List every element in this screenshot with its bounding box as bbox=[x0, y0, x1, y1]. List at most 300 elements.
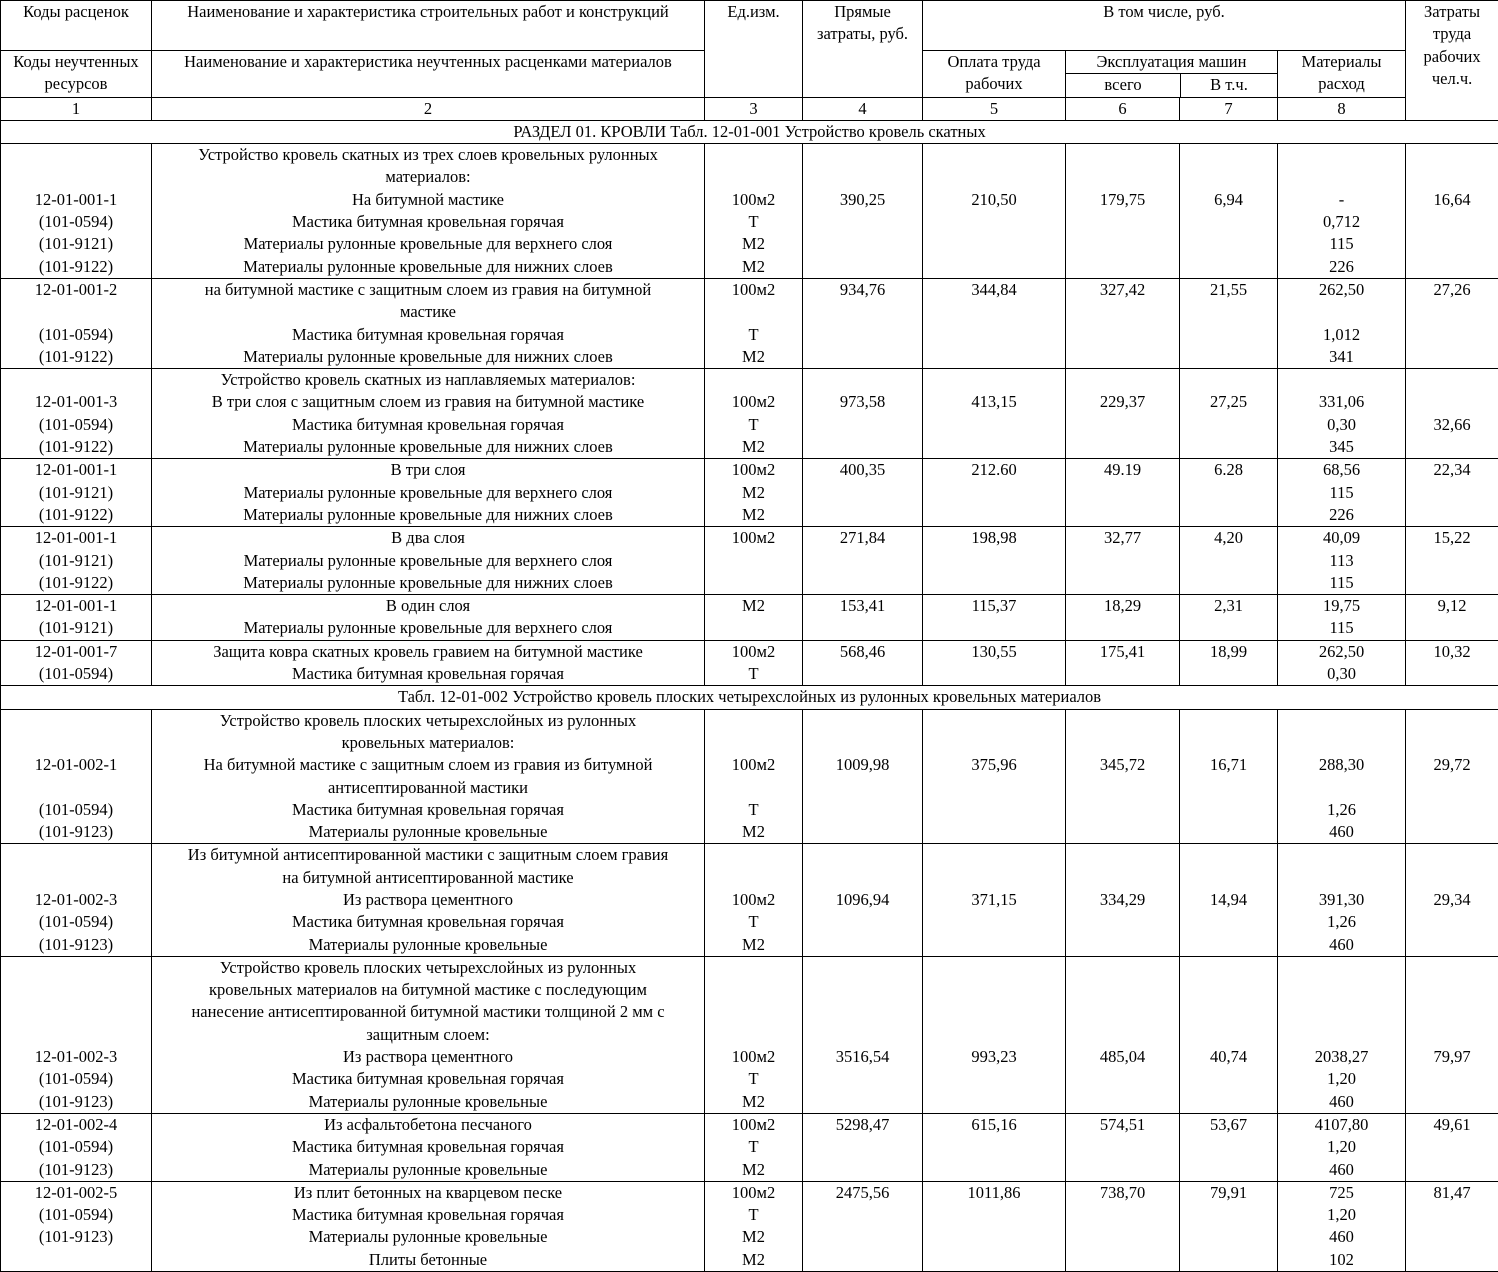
cell-line bbox=[1066, 346, 1179, 368]
cell-line: Из асфальтобетона песчаного bbox=[152, 1114, 704, 1136]
cell-line: (101-9121) bbox=[1, 233, 151, 255]
cell-line: 100м2 bbox=[705, 527, 802, 549]
cell-line: М2 bbox=[705, 595, 802, 617]
cell-line: 49,61 bbox=[1406, 1114, 1498, 1136]
cell-line bbox=[923, 979, 1065, 1001]
cell-line bbox=[923, 436, 1065, 458]
table-cell-col-1 bbox=[1, 595, 152, 641]
cell-line: 12-01-001-1 bbox=[1, 595, 151, 617]
cell-line bbox=[1066, 504, 1179, 526]
table-cell-col-2 bbox=[152, 144, 705, 279]
cell-line: 6.28 bbox=[1180, 459, 1277, 481]
table-cell-col-8 bbox=[1278, 369, 1406, 459]
cell-line bbox=[803, 777, 922, 799]
cell-line: 32,77 bbox=[1066, 527, 1179, 549]
table-cell-col-9 bbox=[1406, 844, 1498, 956]
table-cell-col-7 bbox=[1180, 595, 1278, 641]
cell-line: 198,98 bbox=[923, 527, 1065, 549]
section-row bbox=[1, 686, 1498, 709]
header-labor-cost: Оплата труда рабочих bbox=[923, 51, 1066, 98]
cell-line: Плиты бетонные bbox=[152, 1249, 704, 1271]
table-cell-col-8 bbox=[1278, 1181, 1406, 1271]
cell-line bbox=[803, 1159, 922, 1181]
table-row bbox=[1, 956, 1498, 1113]
cell-line: 68,56 bbox=[1278, 459, 1405, 481]
cell-line bbox=[803, 1226, 922, 1248]
cell-line: М2 bbox=[705, 233, 802, 255]
cell-line bbox=[803, 799, 922, 821]
cell-line: 115 bbox=[1278, 233, 1405, 255]
cell-line bbox=[803, 663, 922, 685]
cell-line bbox=[1066, 1159, 1179, 1181]
table-cell-col-5 bbox=[923, 278, 1066, 368]
table-row bbox=[1, 527, 1498, 595]
cell-line: Материалы рулонные кровельные bbox=[152, 821, 704, 843]
column-number-3: 3 bbox=[705, 97, 803, 120]
table-row bbox=[1, 1113, 1498, 1181]
cell-line bbox=[1406, 391, 1498, 413]
cell-line bbox=[1406, 1249, 1498, 1271]
cell-line bbox=[1278, 166, 1405, 188]
cell-line: 1,20 bbox=[1278, 1204, 1405, 1226]
cell-line bbox=[803, 1001, 922, 1023]
column-numbers-row bbox=[1, 97, 1498, 120]
cell-line: Т bbox=[705, 1068, 802, 1090]
cell-line: Материалы рулонные кровельные для верхнего слоя bbox=[152, 482, 704, 504]
cell-line bbox=[1, 1024, 151, 1046]
cell-line bbox=[803, 144, 922, 166]
cell-line bbox=[1066, 1204, 1179, 1226]
cell-line: кровельных материалов: bbox=[152, 732, 704, 754]
cell-line: 400,35 bbox=[803, 459, 922, 481]
cell-line bbox=[923, 1159, 1065, 1181]
cell-line: 21,55 bbox=[1180, 279, 1277, 301]
cell-line: 102 bbox=[1278, 1249, 1405, 1271]
header-resource-name: Наименование и характеристика неучтенных расценками материалов bbox=[152, 51, 705, 98]
cell-line bbox=[923, 504, 1065, 526]
table-cell-col-9 bbox=[1406, 459, 1498, 527]
cell-line: 334,29 bbox=[1066, 889, 1179, 911]
table-cell-col-5 bbox=[923, 459, 1066, 527]
cell-line bbox=[1406, 346, 1498, 368]
cell-line: 2475,56 bbox=[803, 1182, 922, 1204]
cell-line: (101-9123) bbox=[1, 821, 151, 843]
cell-line bbox=[1066, 482, 1179, 504]
cell-line: 153,41 bbox=[803, 595, 922, 617]
cell-line bbox=[803, 979, 922, 1001]
cell-line: (101-0594) bbox=[1, 1068, 151, 1090]
cell-line: 345 bbox=[1278, 436, 1405, 458]
cell-line bbox=[1406, 957, 1498, 979]
cell-line bbox=[1066, 821, 1179, 843]
cell-line: 212.60 bbox=[923, 459, 1065, 481]
cell-line bbox=[1406, 867, 1498, 889]
cell-line: 100м2 bbox=[705, 641, 802, 663]
cell-line: М2 bbox=[705, 821, 802, 843]
table-cell-col-7 bbox=[1180, 459, 1278, 527]
cell-line bbox=[1406, 1068, 1498, 1090]
table-cell-col-6 bbox=[1066, 1181, 1180, 1271]
cell-line bbox=[705, 1024, 802, 1046]
cell-line bbox=[1066, 979, 1179, 1001]
column-number-1: 1 bbox=[1, 97, 152, 120]
cell-line: 460 bbox=[1278, 1091, 1405, 1113]
cell-line: 3516,54 bbox=[803, 1046, 922, 1068]
cell-line bbox=[923, 663, 1065, 685]
cell-line bbox=[1278, 867, 1405, 889]
cell-line bbox=[923, 934, 1065, 956]
cell-line: На битумной мастике bbox=[152, 189, 704, 211]
cell-line bbox=[1066, 867, 1179, 889]
cell-line bbox=[1066, 934, 1179, 956]
cell-line bbox=[803, 821, 922, 843]
cell-line bbox=[1180, 979, 1277, 1001]
table-cell-col-2 bbox=[152, 640, 705, 686]
cell-line bbox=[923, 301, 1065, 323]
cell-line: 113 bbox=[1278, 550, 1405, 572]
cell-line bbox=[1406, 617, 1498, 639]
cell-line bbox=[923, 799, 1065, 821]
column-number-8: 8 bbox=[1278, 97, 1406, 120]
cell-line bbox=[705, 166, 802, 188]
cell-line bbox=[1066, 166, 1179, 188]
cell-line: 40,09 bbox=[1278, 527, 1405, 549]
cell-line bbox=[803, 482, 922, 504]
cell-line bbox=[1, 710, 151, 732]
table-cell-col-8 bbox=[1278, 844, 1406, 956]
table-cell-col-5 bbox=[923, 595, 1066, 641]
cell-line: 12-01-001-1 bbox=[1, 459, 151, 481]
table-cell-col-3 bbox=[705, 369, 803, 459]
cell-line bbox=[1066, 324, 1179, 346]
cell-line: 12-01-002-5 bbox=[1, 1182, 151, 1204]
cell-line bbox=[1278, 979, 1405, 1001]
cell-line bbox=[1406, 732, 1498, 754]
cell-line: Из битумной антисептированной мастики с защитным слоем гравия bbox=[152, 844, 704, 866]
cell-line: Мастика битумная кровельная горячая bbox=[152, 1068, 704, 1090]
table-cell-col-2 bbox=[152, 595, 705, 641]
table-cell-col-6 bbox=[1066, 527, 1180, 595]
column-number-7: 7 bbox=[1180, 97, 1278, 120]
cell-line: 100м2 bbox=[705, 754, 802, 776]
cell-line bbox=[1406, 844, 1498, 866]
cell-line: 100м2 bbox=[705, 1182, 802, 1204]
cell-line bbox=[923, 324, 1065, 346]
cell-line: В три слоя с защитным слоем из гравия на битумной мастике bbox=[152, 391, 704, 413]
cell-line: 100м2 bbox=[705, 1114, 802, 1136]
cell-line: кровельных материалов на битумной мастике с последующим bbox=[152, 979, 704, 1001]
cell-line bbox=[1066, 911, 1179, 933]
table-cell-col-8 bbox=[1278, 144, 1406, 279]
cell-line: Мастика битумная кровельная горячая bbox=[152, 1136, 704, 1158]
table-cell-col-5 bbox=[923, 844, 1066, 956]
cell-line: 19,75 bbox=[1278, 595, 1405, 617]
cell-line bbox=[705, 957, 802, 979]
cell-line bbox=[923, 957, 1065, 979]
cell-line bbox=[1278, 144, 1405, 166]
table-cell-col-3 bbox=[705, 595, 803, 641]
cell-line: (101-0594) bbox=[1, 663, 151, 685]
cell-line: Защита ковра скатных кровель гравием на битумной мастике bbox=[152, 641, 704, 663]
cell-line: 100м2 bbox=[705, 459, 802, 481]
cell-line bbox=[803, 911, 922, 933]
table-cell-col-3 bbox=[705, 956, 803, 1113]
cell-line: Мастика битумная кровельная горячая bbox=[152, 1204, 704, 1226]
section-row bbox=[1, 120, 1498, 143]
table-cell-col-4 bbox=[803, 640, 923, 686]
cell-line bbox=[1180, 1068, 1277, 1090]
cell-line bbox=[803, 572, 922, 594]
cell-line: 345,72 bbox=[1066, 754, 1179, 776]
cell-line bbox=[923, 1068, 1065, 1090]
cell-line bbox=[1066, 710, 1179, 732]
cell-line bbox=[1406, 979, 1498, 1001]
cell-line bbox=[1180, 663, 1277, 685]
cell-line: 993,23 bbox=[923, 1046, 1065, 1068]
cell-line: 262,50 bbox=[1278, 641, 1405, 663]
cell-line bbox=[1180, 346, 1277, 368]
cell-line bbox=[923, 550, 1065, 572]
cell-line bbox=[803, 211, 922, 233]
cell-line: Мастика битумная кровельная горячая bbox=[152, 211, 704, 233]
cell-line: 100м2 bbox=[705, 889, 802, 911]
table-cell-col-5 bbox=[923, 1113, 1066, 1181]
table-cell-col-9 bbox=[1406, 640, 1498, 686]
cell-line: 14,94 bbox=[1180, 889, 1277, 911]
table-cell-col-2 bbox=[152, 459, 705, 527]
table-cell-col-4 bbox=[803, 595, 923, 641]
cell-line: Устройство кровель скатных из трех слоев кровельных рулонных bbox=[152, 144, 704, 166]
cell-line bbox=[803, 934, 922, 956]
cell-line: (101-9121) bbox=[1, 482, 151, 504]
cell-line: 375,96 bbox=[923, 754, 1065, 776]
table-cell-col-5 bbox=[923, 527, 1066, 595]
cell-line bbox=[705, 144, 802, 166]
cell-line bbox=[923, 821, 1065, 843]
cell-line bbox=[923, 572, 1065, 594]
cell-line: 12-01-002-1 bbox=[1, 754, 151, 776]
cell-line: Материалы рулонные кровельные bbox=[152, 1091, 704, 1113]
cell-line bbox=[1406, 1204, 1498, 1226]
table-cell-col-4 bbox=[803, 709, 923, 844]
cell-line: (101-9123) bbox=[1, 1159, 151, 1181]
cell-line bbox=[1066, 732, 1179, 754]
table-cell-col-2 bbox=[152, 709, 705, 844]
column-number-6: 6 bbox=[1066, 97, 1180, 120]
cell-line: 1,20 bbox=[1278, 1068, 1405, 1090]
cell-line: (101-9122) bbox=[1, 572, 151, 594]
cell-line: 29,72 bbox=[1406, 754, 1498, 776]
cell-line: (101-0594) bbox=[1, 1136, 151, 1158]
table-cell-col-3 bbox=[705, 144, 803, 279]
cell-line bbox=[923, 732, 1065, 754]
header-machines: Эксплуатация машин всего В т.ч. bbox=[1066, 51, 1278, 98]
cell-line: 934,76 bbox=[803, 279, 922, 301]
cell-line bbox=[1278, 732, 1405, 754]
table-row bbox=[1, 595, 1498, 641]
cell-line bbox=[1, 979, 151, 1001]
column-number-5: 5 bbox=[923, 97, 1066, 120]
cell-line bbox=[1066, 369, 1179, 391]
table-cell-col-4 bbox=[803, 1181, 923, 1271]
cell-line bbox=[1180, 504, 1277, 526]
cell-line: 10,32 bbox=[1406, 641, 1498, 663]
cell-line bbox=[923, 617, 1065, 639]
cell-line: (101-9122) bbox=[1, 436, 151, 458]
cell-line bbox=[1180, 799, 1277, 821]
cell-line bbox=[1406, 550, 1498, 572]
cell-line: 15,22 bbox=[1406, 527, 1498, 549]
cell-line bbox=[923, 369, 1065, 391]
cell-line bbox=[1406, 1136, 1498, 1158]
cell-line bbox=[923, 144, 1065, 166]
cell-line bbox=[1180, 844, 1277, 866]
cell-line bbox=[923, 1024, 1065, 1046]
cell-line: 49.19 bbox=[1066, 459, 1179, 481]
cell-line bbox=[1066, 144, 1179, 166]
table-cell-col-6 bbox=[1066, 144, 1180, 279]
table-row bbox=[1, 459, 1498, 527]
cell-line: Материалы рулонные кровельные для нижних слоев bbox=[152, 346, 704, 368]
header-labor: Затраты труда рабочих чел.ч. bbox=[1406, 1, 1498, 121]
table-cell-col-2 bbox=[152, 369, 705, 459]
cell-line bbox=[1278, 369, 1405, 391]
table-cell-col-9 bbox=[1406, 1113, 1498, 1181]
cell-line bbox=[1066, 617, 1179, 639]
cell-line bbox=[1406, 710, 1498, 732]
table-cell-col-6 bbox=[1066, 1113, 1180, 1181]
cell-line: 16,64 bbox=[1406, 189, 1498, 211]
cell-line bbox=[1, 1001, 151, 1023]
cell-line: 16,71 bbox=[1180, 754, 1277, 776]
cell-line bbox=[1, 732, 151, 754]
cell-line bbox=[803, 1204, 922, 1226]
table-cell-col-7 bbox=[1180, 1181, 1278, 1271]
cell-line: 1,26 bbox=[1278, 911, 1405, 933]
cell-line: 100м2 bbox=[705, 189, 802, 211]
table-cell-col-4 bbox=[803, 956, 923, 1113]
cell-line bbox=[1180, 436, 1277, 458]
table-cell-col-3 bbox=[705, 527, 803, 595]
cell-line bbox=[923, 233, 1065, 255]
cell-line bbox=[1406, 211, 1498, 233]
cell-line: 115 bbox=[1278, 482, 1405, 504]
cell-line bbox=[1, 301, 151, 323]
table-cell-col-8 bbox=[1278, 709, 1406, 844]
cell-line: В три слоя bbox=[152, 459, 704, 481]
cell-line bbox=[803, 256, 922, 278]
cell-line bbox=[705, 844, 802, 866]
cell-line: (101-9123) bbox=[1, 934, 151, 956]
cell-line: 331,06 bbox=[1278, 391, 1405, 413]
cell-line: (101-9123) bbox=[1, 1091, 151, 1113]
cell-line: Мастика битумная кровельная горячая bbox=[152, 324, 704, 346]
cell-line bbox=[1406, 934, 1498, 956]
cell-line: 79,97 bbox=[1406, 1046, 1498, 1068]
cell-line bbox=[1180, 211, 1277, 233]
cell-line bbox=[1180, 572, 1277, 594]
cell-line bbox=[1066, 1068, 1179, 1090]
cell-line bbox=[1066, 1024, 1179, 1046]
header-machines-total: всего bbox=[1066, 74, 1181, 96]
cell-line: 574,51 bbox=[1066, 1114, 1179, 1136]
cell-line: 0,30 bbox=[1278, 663, 1405, 685]
cell-line: 18,99 bbox=[1180, 641, 1277, 663]
table-cell-col-3 bbox=[705, 459, 803, 527]
cell-line: 12-01-001-7 bbox=[1, 641, 151, 663]
cell-line: 40,74 bbox=[1180, 1046, 1277, 1068]
cell-line bbox=[803, 233, 922, 255]
table-cell-col-4 bbox=[803, 278, 923, 368]
table-cell-col-1 bbox=[1, 709, 152, 844]
cell-line: (101-0594) bbox=[1, 911, 151, 933]
table-cell-col-1 bbox=[1, 640, 152, 686]
table-cell-col-6 bbox=[1066, 844, 1180, 956]
cell-line bbox=[1406, 1024, 1498, 1046]
cell-line bbox=[1066, 844, 1179, 866]
cell-line bbox=[1180, 550, 1277, 572]
table-cell-col-6 bbox=[1066, 709, 1180, 844]
cell-line bbox=[923, 414, 1065, 436]
cell-line bbox=[923, 211, 1065, 233]
cell-line: (101-0594) bbox=[1, 414, 151, 436]
table-cell-col-2 bbox=[152, 1113, 705, 1181]
table-cell-col-9 bbox=[1406, 709, 1498, 844]
cell-line bbox=[1180, 957, 1277, 979]
table-row bbox=[1, 278, 1498, 368]
cell-line bbox=[803, 1024, 922, 1046]
cell-line: Т bbox=[705, 799, 802, 821]
cell-line bbox=[1406, 777, 1498, 799]
cell-line bbox=[1180, 256, 1277, 278]
cell-line: Устройство кровель плоских четырехслойных из рулонных bbox=[152, 957, 704, 979]
cell-line: Т bbox=[705, 324, 802, 346]
table-cell-col-8 bbox=[1278, 459, 1406, 527]
cell-line bbox=[1180, 301, 1277, 323]
cell-line bbox=[1406, 144, 1498, 166]
cell-line: 341 bbox=[1278, 346, 1405, 368]
cell-line bbox=[1180, 144, 1277, 166]
cell-line bbox=[1406, 166, 1498, 188]
cell-line: 0,712 bbox=[1278, 211, 1405, 233]
cell-line bbox=[923, 1091, 1065, 1113]
cell-line: на битумной мастике с защитным слоем из гравия на битумной bbox=[152, 279, 704, 301]
table-cell-col-5 bbox=[923, 640, 1066, 686]
cell-line bbox=[923, 166, 1065, 188]
cell-line bbox=[1278, 844, 1405, 866]
cell-line bbox=[1180, 1136, 1277, 1158]
cell-line bbox=[1180, 166, 1277, 188]
cell-line bbox=[803, 957, 922, 979]
cell-line: 725 bbox=[1278, 1182, 1405, 1204]
cell-line: антисептированной мастики bbox=[152, 777, 704, 799]
cell-line bbox=[803, 324, 922, 346]
cell-line bbox=[1180, 617, 1277, 639]
cell-line: 460 bbox=[1278, 934, 1405, 956]
table-cell-col-8 bbox=[1278, 640, 1406, 686]
cell-line: М2 bbox=[705, 504, 802, 526]
column-number-4: 4 bbox=[803, 97, 923, 120]
table-cell-col-7 bbox=[1180, 278, 1278, 368]
cell-line bbox=[705, 777, 802, 799]
cell-line bbox=[803, 867, 922, 889]
cell-line: 2038,27 bbox=[1278, 1046, 1405, 1068]
cell-line bbox=[1180, 1159, 1277, 1181]
table-cell-col-9 bbox=[1406, 369, 1498, 459]
cell-line: 79,91 bbox=[1180, 1182, 1277, 1204]
cell-line bbox=[1406, 663, 1498, 685]
cell-line bbox=[803, 1068, 922, 1090]
